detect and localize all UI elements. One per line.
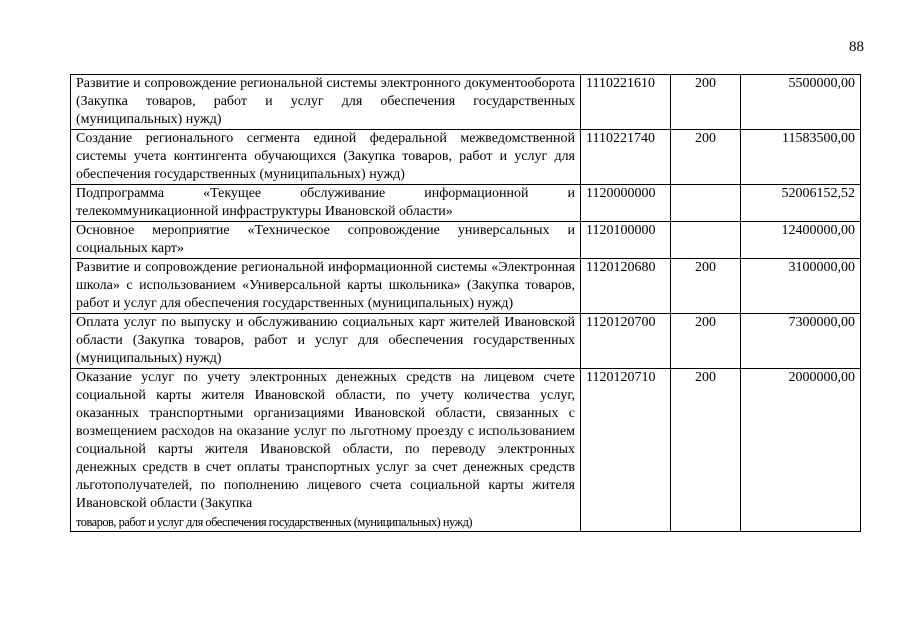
row-expense-type: 200 (671, 314, 741, 369)
budget-table (70, 74, 861, 532)
row-description: Основное мероприятие «Техническое сопровождение универсальных и социальных карт» (71, 222, 581, 259)
row-code: 1110221610 (581, 75, 671, 130)
row-code: 1120120700 (581, 314, 671, 369)
page-number: 88 (849, 39, 864, 55)
row-amount: 52006152,52 (741, 185, 861, 222)
row-amount: 5500000,00 (741, 75, 861, 130)
row-expense-type: 200 (671, 259, 741, 314)
row-amount: 2000000,00 (741, 369, 861, 532)
row-code: 1110221740 (581, 130, 671, 185)
table-row (71, 314, 861, 369)
row-amount: 7300000,00 (741, 314, 861, 369)
row-expense-type: 200 (671, 75, 741, 130)
row-description: Оплата услуг по выпуску и обслуживанию социальных карт жителей Ивановской области (Закупка товаров, работ и услуг для обеспечения государственных (муниципальных) нужд) (71, 314, 581, 369)
row-amount: 11583500,00 (741, 130, 861, 185)
row-code: 1120000000 (581, 185, 671, 222)
row-description: Оказание услуг по учету электронных денежных средств на лицевом счете социальной карты жителя Ивановской области, по учету количества услуг, оказанных транспортными организациями Ивановской области, связанных с возмещением расходов на оказание услуг по льготному проезду с использованием социальной карты жителя Ивановской области, по переводу электронных денежных средств в счет оплаты транспортных услуг за счет денежных средств льготополучателей, по пополнению лицевого счета социальной карты жителя Ивановской области (Закупка (76, 370, 575, 511)
row-amount: 12400000,00 (741, 222, 861, 259)
table-row (71, 130, 861, 185)
table-row (71, 222, 861, 259)
row-expense-type (671, 222, 741, 259)
row-description-cell (71, 369, 581, 532)
row-description-last-line: товаров, работ и услуг для обеспечения государственных (муниципальных) нужд) (76, 515, 473, 529)
row-description: Подпрограмма «Текущее обслуживание информационной и телекоммуникационной инфраструктуры Ивановской области» (71, 185, 581, 222)
row-description: Развитие и сопровождение региональной информационной системы «Электронная школа» с использованием «Универсальной карты школьника» (Закупка товаров, работ и услуг для обеспечения государственных (муниципальных) нужд) (71, 259, 581, 314)
row-description: Развитие и сопровождение региональной системы электронного документооборота (Закупка товаров, работ и услуг для обеспечения государственных (муниципальных) нужд) (71, 75, 581, 130)
row-code: 1120100000 (581, 222, 671, 259)
row-code: 1120120680 (581, 259, 671, 314)
row-amount: 3100000,00 (741, 259, 861, 314)
row-expense-type: 200 (671, 130, 741, 185)
row-expense-type: 200 (671, 369, 741, 532)
row-code: 1120120710 (581, 369, 671, 532)
table-row (71, 259, 861, 314)
table-row (71, 75, 861, 130)
table-row (71, 369, 861, 532)
row-description: Создание регионального сегмента единой федеральной межведомственной системы учета контингента обучающихся (Закупка товаров, работ и услуг для обеспечения государственных (муниципальных) нужд) (71, 130, 581, 185)
row-expense-type (671, 185, 741, 222)
table-row (71, 185, 861, 222)
